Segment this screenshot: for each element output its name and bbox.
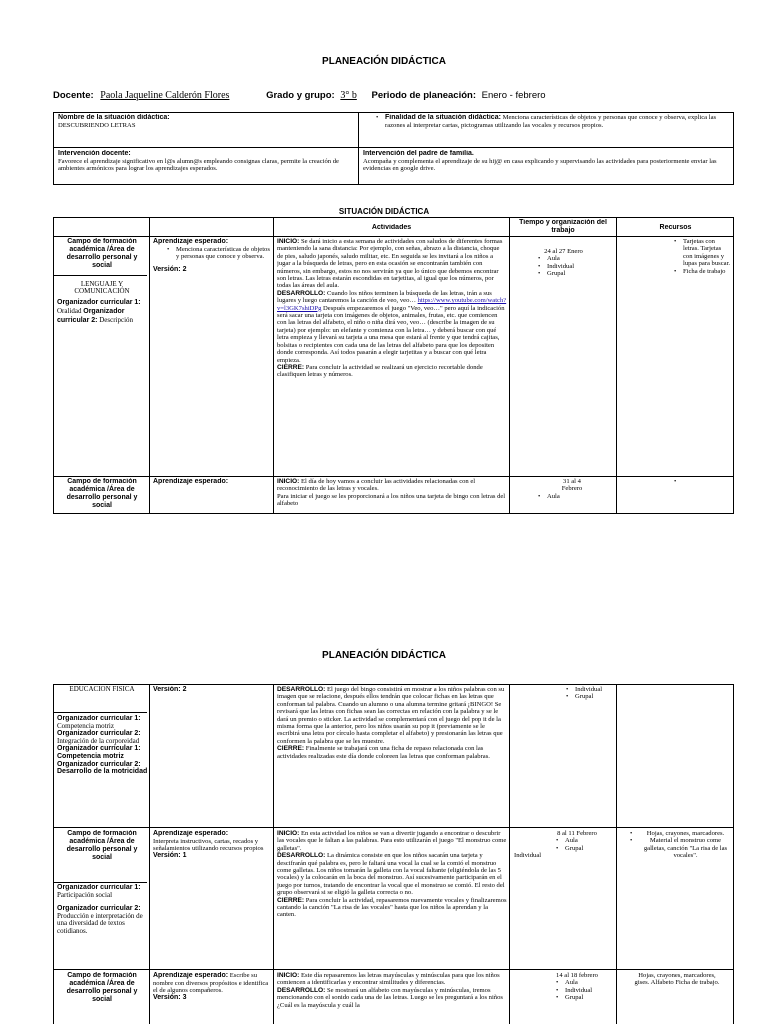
tiempo-cell-2: 31 al 4 Febrero • Aula [512,478,615,500]
campo-label: Campo de formación académica /Área de desarrollo personal y social [66,238,138,269]
organizador-cell-ef: Organizador curricular 1: Competencia motriz Organizador curricular 2: Integración de la corporeidad Organizador curricular 1: Competencia motriz Organizador curricular 2: Desarrollo de la motricidad [57,715,148,776]
tiempo-p2-2: 14 al 18 febrero • Aula • Individual • Grupal [512,972,615,1002]
video-link[interactable]: https://www.youtube.com/watch?v=l3GK7shiDPg [277,297,507,312]
grado-value: 3° b [340,90,357,101]
intervencion-padre-cell: Intervención del padre de familia. Acompaña y complementa el aprendizaje de su hij@ en casa explicando y supervisando las actividades para posteriormente enviar las evidencias en google drive. [363,150,717,172]
aprendizaje-p2-1: Aprendizaje esperado: Interpreta instructivos, cartas, recados y señalamientos utilizando recursos propios Versión: 1 [153,830,264,860]
organizador-cell: Organizador curricular 1: Oralidad Organizador curricular 2: Descripción [57,299,141,324]
header-tiempo: Tiempo y organización del trabajo [519,219,607,234]
campo-label-p2-2: Campo de formación académica /Área de desarrollo personal y social [66,972,138,1003]
recursos-cell: • Tarjetas con letras. Tarjetas con imágenes y lupas para buscar. • Ficha de trabajo [622,238,732,275]
situacion-table-2 [53,684,734,1024]
actividades-ef: DESARROLLO: El juego del bingo consistirá en mostrar a los niños palabras con su imagen que se relacione, después ellos tendrán que colocar fichas en las letras que conforman tal palabra. Cuando un alumno o una alumna termine gritará ¡BINGO! Se revisará que las letras con fichas sean las correctas en relación con la palabra y se le dará un premio o sticker. La actividad se complementará con el juego del pop it de la misma forma que la anterior, pero los niños usarán su pop it (previamente se le escribirá una letra por círculo hasta completar el alfabeto) y presionarán las letras que conformen la palabra que se les muestre. CIERRE: Finalmente se trabajará con una ficha de repaso relacionada con las actividades realizadas este día donde coloreen las letras que conforman palabras. [277,686,505,760]
info-table [53,112,734,185]
tiempo-cell: 24 al 27 Enero • Aula • Individual • Grupal [512,248,615,278]
actividades-cell: INICIO: Se dará inicio a esta semana de actividades con saludos de diferentes formas manteniendo la sana distancia: Por ejemplo, con señas, abrazo a la distancia, choque de pies, saludo japonés, saludo militar, etc. En seguida se les invitará a los niños a jugar a la búsqueda de letras, pero en esta ocasión se encontrarán también con números, sin embargo, estos no nos servirán ya que lo único que debemos encontrar son letras. Las letras estarán escondidas en tarjetitas, al igual que los números, por todas las áreas del aula. DESARROLLO: Cuando los niños terminen la búsqueda de las letras, irán a sus lugares y luego cantaremos la canción de veo, veo… https://www.youtube.com/watch?v=l3GK7shiDPg Después empezaremos el juego "Veo, veo…" pero aquí la indicación será sacar una tarjeta con imágenes de objetos, animales, frutas, etc. que comiencen con las letras del alfabeto, el niño o niña dirá veo, veo… (describe la imagen de su tarjeta) por ejemplo: un elefante y comienza con la letra… y deberá buscar con qué letra empieza y llevará su tarjeta a una mesa que estará al frente y que tendrá cajitas, bolsitas o recipientes con cada una de las letras del alfabeto para que los depositen donde corresponda. Así todos pasarán a elegir tarjetitas y a buscar con qué letra empieza. CIERRE: Para concluir la actividad se realizará un ejercicio recortable donde clasifiquen letras y números. [277,238,507,379]
aprendizaje-cell: Aprendizaje esperado: • Menciona características de objetos y personas que conoce y observa. Versión: 2 [153,238,271,274]
grado-label: Grado y grupo: [266,90,335,101]
intervencion-docente-cell: Intervención docente: Favorece el aprendizaje significativo en l@s alumn@s empleando consignas claras, permite la creación de ambientes armónicos para lograr los aprendizajes esperados. [58,150,339,172]
docente-name: Paola Jaqueline Calderón Flores [100,90,230,101]
campo-label-2: Campo de formación académica /Área de desarrollo personal y social [66,478,138,509]
page-title-2: PLANEACIÓN DIDÁCTICA [322,650,446,661]
area-educacion-fisica: EDUCACIÓN FÍSICA [69,686,135,693]
header-actividades: Actividades [371,224,412,231]
situacion-title: SITUACIÓN DIDÁCTICA [338,207,430,216]
header-recursos: Recursos [659,224,692,231]
organizador-cell-p2-1: Organizador curricular 1: Participación social Organizador curricular 2: Producción e interpretación de una diversidad de textos cotidianos. [57,884,143,935]
aprendizaje-p2-2: Aprendizaje esperado: Escribe su nombre con diversos propósitos e identifica el de algunos compañeros. Versión: 3 [153,972,269,1002]
recursos-bullet-2: • [674,478,677,485]
area-label: LENGUAJE Y COMUNICACIÓN [74,281,130,296]
aprendizaje-label-2: Aprendizaje esperado: [153,478,229,485]
finalidad-cell: • Finalidad de la situación didáctica: Menciona características de objetos y personas que conoce y observa, explica las razones al interpretar cartas, pictogramas utilizando las vocales y recursos propios. [366,114,730,129]
page-title: PLANEACIÓN DIDÁCTICA [322,56,446,67]
tiempo-p2-1: 8 al 11 Febrero • Aula • Grupal Individual [512,830,615,860]
tiempo-ef: • Individual • Grupal [512,686,615,701]
docente-label: Docente: [53,90,94,101]
version-ef: Versión: 2 [153,686,187,693]
periodo-label: Periodo de planeación: [371,90,477,101]
actividades-p2-1: INICIO: En esta actividad los niños se van a divertir jugando a encontrar o descubrir las vocales que le faltan a las palabras. Para esto utilizarán el juego "El monstruo come galletas". DESARROLLO: La dinámica consiste en que los niños sacarán una tarjeta y descifrarán qué palabra es, pero le faltará una vocal la cual se la comió el monstruo come galletas. Los niños tomarán la galleta con la vocal faltante (eligiéndola de las 5 vocales) y la colocarán en la boca del monstruo. Así sucesivamente participarán en el juego por turnos, tratando de encontrar la vocal que el monstruo se comió. El resto del grupo observará si se eligió la galleta correcta o no. CIERRE: Para concluir la actividad, repasaremos nuevamente vocales y finalizaremos cantando la canción "La risa de las vocales" hasta que los niños la aprendan y la canten. [277,830,507,919]
campo-label-p2-1: Campo de formación académica /Área de desarrollo personal y social [66,830,138,861]
actividades-cell-2: INICIO: El día de hoy vamos a concluir las actividades relacionadas con el reconocimiento de las letras y vocales. Para iniciar el juego se les proporcionará a los niños una tarjeta de bingo con letras del alfabeto [277,478,506,508]
actividades-p2-2: INICIO: Este día repasaremos las letras mayúsculas y minúsculas para que los niños comiencen a identificarlas y encontrar similitudes y diferencias. DESARROLLO: Se mostrará un alfabeto con mayúsculas y minúsculas, iremos mencionando con el sonido cada una de las letras. Luego se les preguntará a los niños ¿Cuál es la mayúscula y cuál la [277,972,503,1009]
periodo-value: Enero - febrero [481,90,546,101]
recursos-p2-2: Hojas, crayones, marcadores, gises. Alfabeto Ficha de trabajo. [634,972,720,987]
nombre-cell: Nombre de la situación didáctica: DESCUBRIENDO LETRAS [58,114,170,129]
situacion-table [53,217,734,514]
recursos-p2-1: • Hojas, crayones, marcadores. • Material el monstruo come galletas, canción "La risa de las vocales". [620,830,732,860]
header-info [53,90,546,101]
